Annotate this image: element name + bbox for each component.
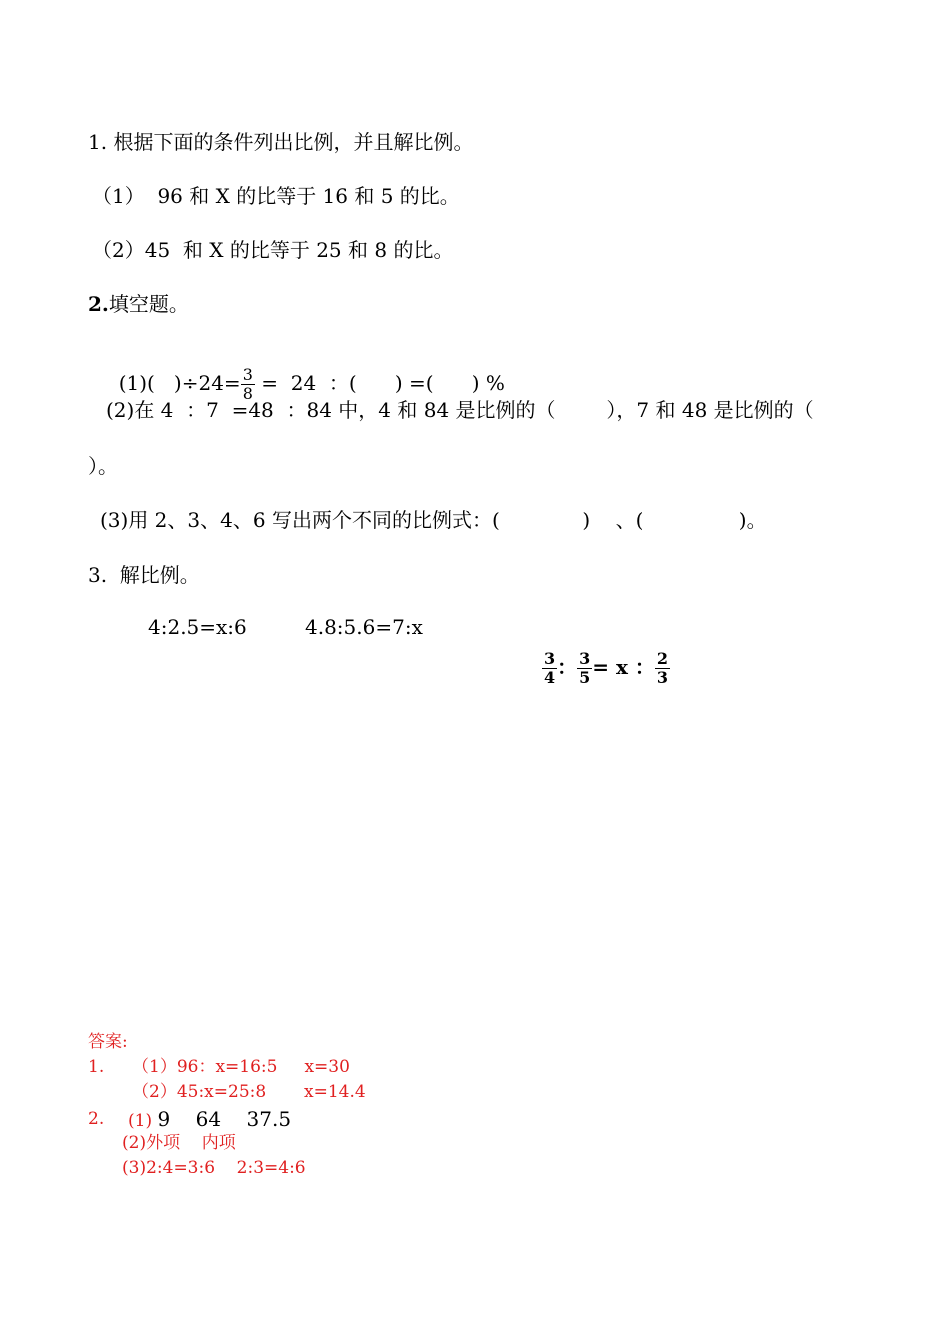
fraction-3-5 <box>577 650 592 687</box>
fraction-3-4 <box>542 650 557 687</box>
answer-2-part-1 <box>128 1108 291 1132</box>
q2-item1-prefix: (1)( )÷24= <box>118 371 241 395</box>
question-2-title <box>88 292 189 316</box>
question-2-item-2-line-1: (2)在 4 ：7 =48 ：84 中，4 和 84 是比例的（ ），7 和 48 是比例的（ <box>106 398 814 422</box>
equation-3-middle: = x ： <box>592 655 655 679</box>
answer-2-part-1-values: 9 64 37.5 <box>157 1107 292 1131</box>
fraction-2-3 <box>655 650 670 687</box>
equation-2: 4.8:5.6=7:x <box>305 615 423 639</box>
fraction-numerator: 3 <box>543 649 556 668</box>
answer-2-part-2: (2)外项 内项 <box>122 1133 236 1153</box>
answer-1-label: 1. <box>88 1057 105 1077</box>
equation-3 <box>528 607 670 687</box>
fraction-numerator: 3 <box>242 365 253 384</box>
fraction-numerator: 3 <box>579 649 591 668</box>
q2-item1-suffix: = 24 ：( ) =( ) % <box>254 371 505 395</box>
question-2-item-3: (3)用 2、3、4、6 写出两个不同的比例式：( ) 、( )。 <box>100 508 767 532</box>
fraction-denominator: 4 <box>543 668 556 687</box>
fraction-denominator: 5 <box>579 668 591 687</box>
question-2-item-1 <box>106 342 505 403</box>
answers-heading: 答案: <box>88 1032 128 1052</box>
question-3-title: 3. 解比例。 <box>88 563 200 587</box>
fraction-denominator: 8 <box>242 384 253 403</box>
answer-2-part-1-label: (1) <box>128 1111 153 1131</box>
question-1-title: 1. 根据下面的条件列出比例，并且解比例。 <box>88 130 474 154</box>
answer-2-part-3: (3)2:4=3:6 2:3=4:6 <box>122 1158 306 1178</box>
answer-2-label: 2. <box>88 1109 105 1129</box>
question-1-item-1: （1） 96 和 X 的比等于 16 和 5 的比。 <box>92 184 460 208</box>
question-2-item-2-line-2: ）。 <box>88 454 118 478</box>
ratio-colon: ： <box>557 655 578 679</box>
answer-1-part-1: （1）96：x=16:5 x=30 <box>132 1057 350 1077</box>
fraction-numerator: 2 <box>656 649 668 668</box>
question-1-item-2: （2）45 和 X 的比等于 25 和 8 的比。 <box>92 238 454 262</box>
fraction-denominator: 3 <box>656 668 668 687</box>
equation-1: 4:2.5=x:6 <box>148 615 247 639</box>
question-2-title-text: 填空题。 <box>108 292 189 316</box>
answer-1-part-2: （2）45:x=25:8 x=14.4 <box>132 1082 366 1102</box>
question-2-number: 2. <box>88 292 109 316</box>
